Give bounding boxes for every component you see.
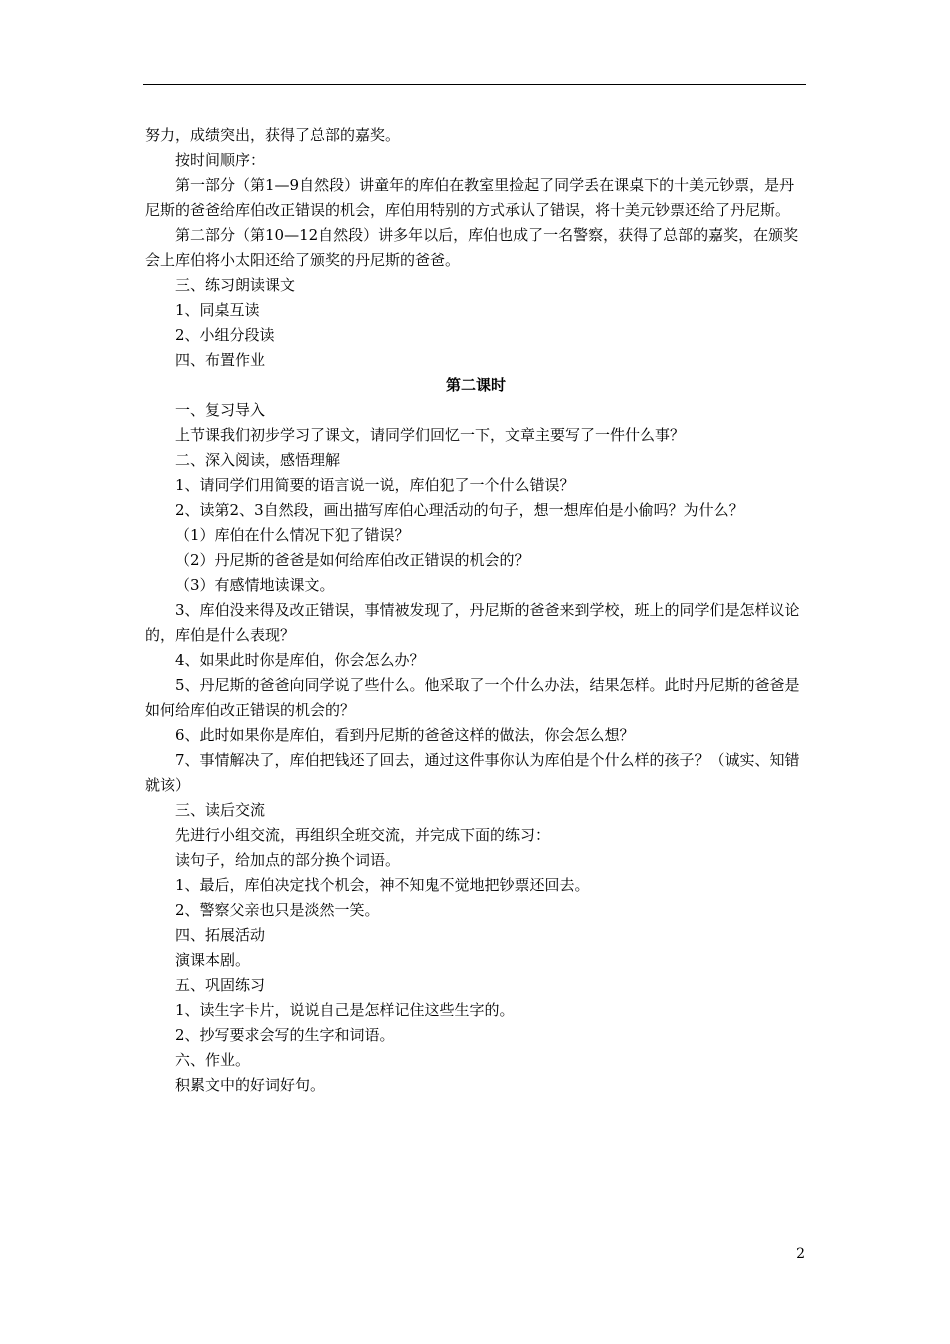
page-number: 2 [796,1246,805,1262]
paragraph: 按时间顺序： [175,151,266,169]
list-item: 2、读第2、3自然段，画出描写库伯心理活动的句子，想一想库伯是小偷吗？为什么？ [175,501,744,519]
section-heading: 四、布置作业 [175,351,266,369]
section-heading: 一、复习导入 [175,401,266,419]
list-item: 3、库伯没来得及改正错误，事情被发现了，丹尼斯的爸爸来到学校，班上的同学们是怎样议论的，库伯是什么表现？ [145,601,800,644]
section-heading: 五、巩固练习 [175,976,266,994]
section-heading: 三、读后交流 [175,801,266,819]
list-item: 7、事情解决了，库伯把钱还了回去，通过这件事你认为库伯是个什么样的孩子？（诚实、知错就该） [145,751,800,794]
list-item: 1、最后，库伯决定找个机会，神不知鬼不觉地把钞票还回去。 [175,876,590,894]
section-heading: 二、深入阅读，感悟理解 [175,451,341,469]
list-item: 4、如果此时你是库伯，你会怎么办？ [175,651,425,669]
list-item: 5、丹尼斯的爸爸向同学说了些什么。他采取了一个什么办法，结果怎样。此时丹尼斯的爸爸是如何给库伯改正错误的机会的？ [145,676,800,719]
list-item: （3）有感情地读课文。 [175,576,335,594]
section-heading: 四、拓展活动 [175,926,266,944]
list-item: （1）库伯在什么情况下犯了错误？ [175,526,410,544]
paragraph: 努力，成绩突出，获得了总部的嘉奖。 [145,126,401,144]
lesson-title: 第二课时 [445,376,506,394]
header-rule [143,84,806,85]
list-item: （2）丹尼斯的爸爸是如何给库伯改正错误的机会的？ [175,551,530,569]
document-body [145,123,807,1098]
list-item: 1、读生字卡片，说说自己是怎样记住这些生字的。 [175,1001,515,1019]
paragraph: 上节课我们初步学习了课文，请同学们回忆一下，文章主要写了一件什么事？ [175,426,686,444]
paragraph: 先进行小组交流，再组织全班交流，并完成下面的练习： [175,826,551,844]
section-heading: 六、作业。 [175,1051,251,1069]
list-item: 2、小组分段读 [175,326,275,344]
list-item: 2、警察父亲也只是淡然一笑。 [175,901,380,919]
paragraph: 读句子，给加点的部分换个词语。 [175,851,401,869]
list-item: 1、同桌互读 [175,301,260,319]
paragraph: 第二部分（第10—12自然段）讲多年以后，库伯也成了一名警察，获得了总部的嘉奖，在颁奖会上库伯将小太阳还给了颁奖的丹尼斯的爸爸。 [145,226,799,269]
paragraph: 积累文中的好词好句。 [175,1076,326,1094]
list-item: 2、抄写要求会写的生字和词语。 [175,1026,395,1044]
paragraph: 演课本剧。 [175,951,251,969]
list-item: 6、此时如果你是库伯，看到丹尼斯的爸爸这样的做法，你会怎么想？ [175,726,635,744]
list-item: 1、请同学们用简要的语言说一说，库伯犯了一个什么错误？ [175,476,575,494]
paragraph: 第一部分（第1—9自然段）讲童年的库伯在教室里捡起了同学丢在课桌下的十美元钞票，是丹尼斯的爸爸给库伯改正错误的机会，库伯用特别的方式承认了错误，将十美元钞票还给了丹尼斯。 [145,176,795,219]
section-heading: 三、练习朗读课文 [175,276,296,294]
